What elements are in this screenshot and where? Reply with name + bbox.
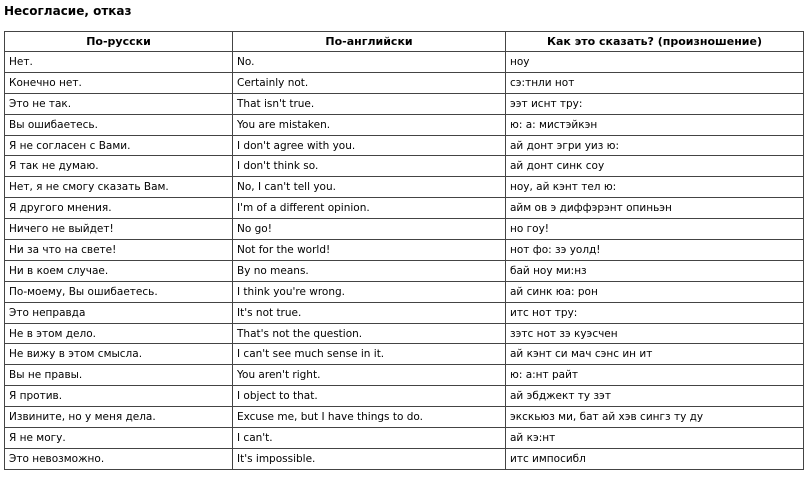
table-row xyxy=(5,260,804,281)
page-title: Несогласие, отказ xyxy=(4,4,132,18)
cell-pronunciation: нот фо: зэ уолд! xyxy=(506,240,804,261)
cell-pronunciation: итс нот тру: xyxy=(506,302,804,323)
table-row xyxy=(5,365,804,386)
table-body xyxy=(5,52,804,470)
table-row xyxy=(5,323,804,344)
table-row xyxy=(5,72,804,93)
cell-pronunciation: но гоу! xyxy=(506,219,804,240)
cell-russian: Нет, я не смогу сказать Вам. xyxy=(5,177,233,198)
table-row xyxy=(5,198,804,219)
cell-english: Excuse me, but I have things to do. xyxy=(233,407,506,428)
table-row xyxy=(5,281,804,302)
cell-english: By no means. xyxy=(233,260,506,281)
cell-pronunciation: ай донт синк соу xyxy=(506,156,804,177)
table-row xyxy=(5,240,804,261)
cell-pronunciation: ю: а:нт райт xyxy=(506,365,804,386)
cell-pronunciation: бай ноу ми:нз xyxy=(506,260,804,281)
cell-russian: Ни в коем случае. xyxy=(5,260,233,281)
table-row xyxy=(5,407,804,428)
column-header-russian: По-русски xyxy=(5,32,233,52)
cell-pronunciation: ээт иснт тру: xyxy=(506,93,804,114)
table-row xyxy=(5,302,804,323)
cell-russian: Ничего не выйдет! xyxy=(5,219,233,240)
table-row xyxy=(5,114,804,135)
cell-pronunciation: ноу, ай кэнт тел ю: xyxy=(506,177,804,198)
cell-english: I don't agree with you. xyxy=(233,135,506,156)
cell-english: No. xyxy=(233,52,506,73)
cell-english: It's impossible. xyxy=(233,448,506,469)
cell-english: That isn't true. xyxy=(233,93,506,114)
cell-russian: Это не так. xyxy=(5,93,233,114)
table-row xyxy=(5,386,804,407)
table-row xyxy=(5,93,804,114)
cell-english: No go! xyxy=(233,219,506,240)
cell-pronunciation: ай эбджект ту зэт xyxy=(506,386,804,407)
cell-english: I object to that. xyxy=(233,386,506,407)
cell-english: I can't see much sense in it. xyxy=(233,344,506,365)
column-header-pronunciation: Как это сказать? (произношение) xyxy=(506,32,804,52)
table-row xyxy=(5,448,804,469)
cell-russian: Это невозможно. xyxy=(5,448,233,469)
cell-russian: Я так не думаю. xyxy=(5,156,233,177)
cell-pronunciation: сэ:тнли нот xyxy=(506,72,804,93)
cell-russian: Я против. xyxy=(5,386,233,407)
cell-russian: Не в этом дело. xyxy=(5,323,233,344)
cell-russian: По-моему, Вы ошибаетесь. xyxy=(5,281,233,302)
column-header-english: По-английски xyxy=(233,32,506,52)
cell-russian: Я другого мнения. xyxy=(5,198,233,219)
cell-pronunciation: ай донт эгри уиз ю: xyxy=(506,135,804,156)
cell-english: That's not the question. xyxy=(233,323,506,344)
cell-english: Not for the world! xyxy=(233,240,506,261)
cell-russian: Ни за что на свете! xyxy=(5,240,233,261)
cell-pronunciation: ю: а: мистэйкэн xyxy=(506,114,804,135)
phrases-table xyxy=(4,31,804,470)
cell-pronunciation: ай синк юа: рон xyxy=(506,281,804,302)
cell-russian: Это неправда xyxy=(5,302,233,323)
cell-russian: Я не могу. xyxy=(5,428,233,449)
cell-russian: Извините, но у меня дела. xyxy=(5,407,233,428)
cell-english: It's not true. xyxy=(233,302,506,323)
cell-russian: Вы не правы. xyxy=(5,365,233,386)
cell-russian: Конечно нет. xyxy=(5,72,233,93)
table-row xyxy=(5,344,804,365)
table-row xyxy=(5,52,804,73)
cell-english: I don't think so. xyxy=(233,156,506,177)
cell-english: No, I can't tell you. xyxy=(233,177,506,198)
cell-pronunciation: айм ов э диффэрэнт опиньэн xyxy=(506,198,804,219)
cell-pronunciation: зэтс нот зэ куэсчен xyxy=(506,323,804,344)
cell-english: You aren't right. xyxy=(233,365,506,386)
cell-english: I think you're wrong. xyxy=(233,281,506,302)
cell-russian: Не вижу в этом смысла. xyxy=(5,344,233,365)
cell-pronunciation: ай кэнт си мач сэнс ин ит xyxy=(506,344,804,365)
cell-pronunciation: ноу xyxy=(506,52,804,73)
cell-pronunciation: итс импосибл xyxy=(506,448,804,469)
cell-russian: Вы ошибаетесь. xyxy=(5,114,233,135)
table-row xyxy=(5,156,804,177)
table-row xyxy=(5,177,804,198)
header-row xyxy=(5,32,804,52)
cell-pronunciation: ай кэ:нт xyxy=(506,428,804,449)
table-row xyxy=(5,428,804,449)
cell-russian: Нет. xyxy=(5,52,233,73)
table-header xyxy=(5,32,804,52)
cell-english: I can't. xyxy=(233,428,506,449)
cell-english: You are mistaken. xyxy=(233,114,506,135)
cell-russian: Я не согласен с Вами. xyxy=(5,135,233,156)
cell-english: Certainly not. xyxy=(233,72,506,93)
table-row xyxy=(5,135,804,156)
cell-english: I'm of a different opinion. xyxy=(233,198,506,219)
cell-pronunciation: экскьюз ми, бат ай хэв сингз ту ду xyxy=(506,407,804,428)
table-row xyxy=(5,219,804,240)
